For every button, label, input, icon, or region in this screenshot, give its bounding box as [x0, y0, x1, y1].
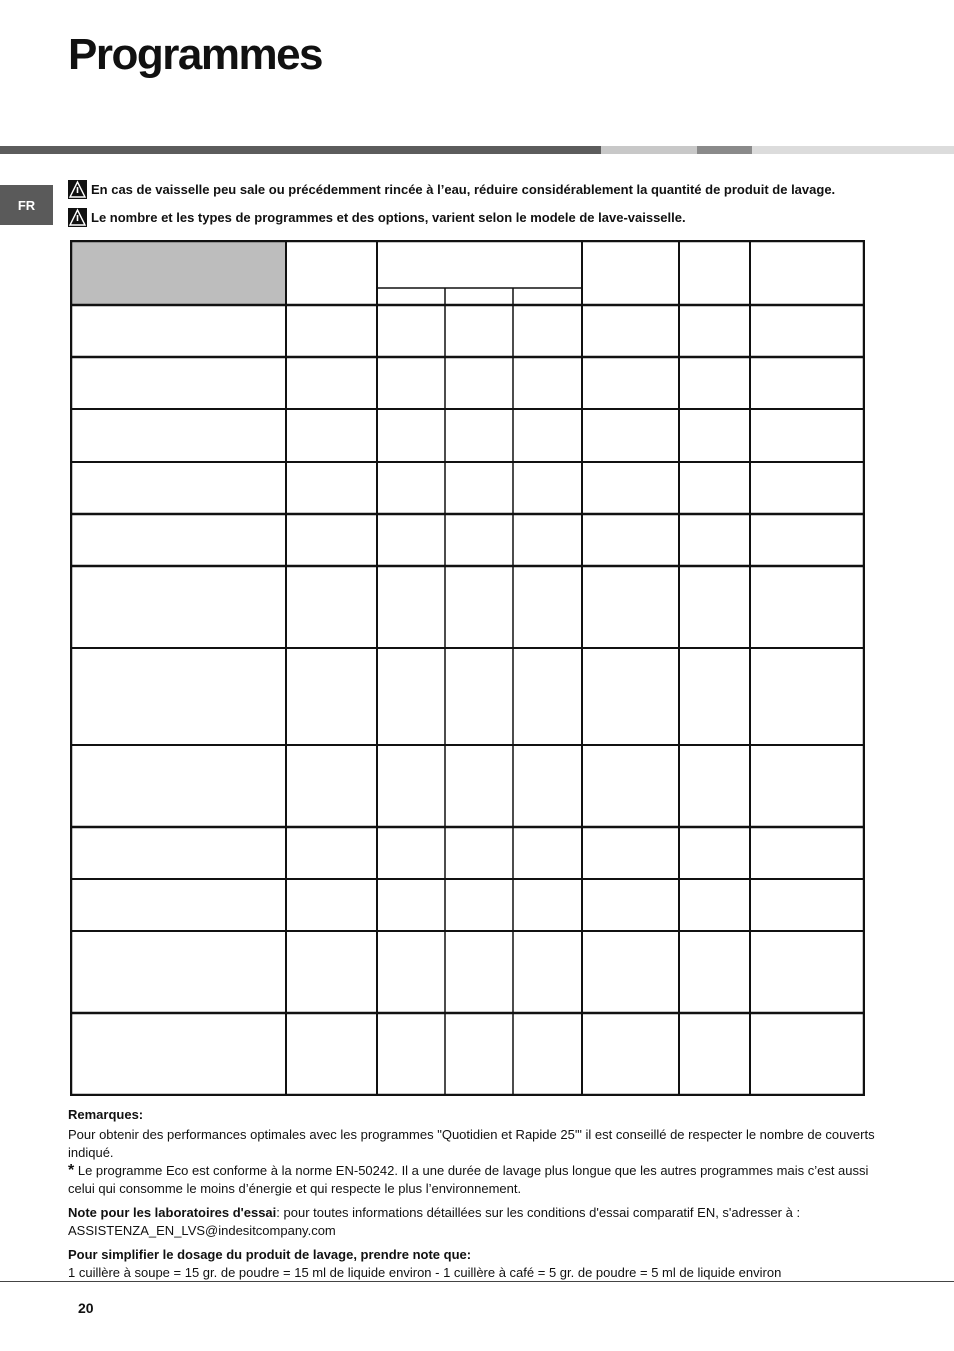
- header-bar-mid: [697, 146, 752, 154]
- header-bar-light: [601, 146, 697, 154]
- dosage-text: 1 cuillère à soupe = 15 gr. de poudre = 15 ml de liquide environ - 1 cuillère à café = 5 gr. de poudre = 5 ml de liquide environ: [68, 1265, 782, 1280]
- asterisk-mark: *: [68, 1162, 75, 1179]
- notes-section: [68, 1106, 888, 1282]
- page-number: 20: [78, 1300, 94, 1316]
- language-tab: FR: [0, 185, 53, 225]
- header-bar-pale: [752, 146, 954, 154]
- notes-heading: Remarques:: [68, 1107, 144, 1122]
- warning-icon: [68, 208, 87, 227]
- lab-note-label: Note pour les laboratoires d'essai: [68, 1205, 277, 1220]
- warning-text-2: Le nombre et les types de programmes et des options, varient selon le modele de lave-vaisselle.: [91, 210, 686, 225]
- warning-icon: [68, 180, 87, 199]
- remark-eco-text: Le programme Eco est conforme à la norme EN-50242. Il a une durée de lavage plus longue que les autres programmes mais c’est aussi celui qui consomme le moins d’énergie et qui respecte le plus l’environnement.: [68, 1163, 869, 1196]
- programmes-table-grid: [70, 240, 865, 1096]
- lab-note-text: : pour toutes informations détaillées sur les conditions d'essai comparatif EN, s'adresser à : ASSISTENZA_EN_LVS@indesitcompany.com: [68, 1205, 801, 1238]
- programmes-table: [70, 240, 865, 1096]
- table-header-cell-shaded: [71, 241, 286, 305]
- footer-divider: [0, 1281, 954, 1282]
- dosage-heading: Pour simplifier le dosage du produit de lavage, prendre note que:: [68, 1247, 472, 1262]
- lab-note: [68, 1204, 888, 1240]
- warning-note-1: [68, 180, 835, 199]
- warning-note-2: [68, 208, 686, 227]
- warning-text-1: En cas de vaisselle peu sale ou précédemment rincée à l’eau, réduire considérablement la quantité de produit de lavage.: [91, 182, 836, 197]
- remark-eco: [68, 1162, 888, 1198]
- remark-quotidien: Pour obtenir des performances optimales avec les programmes "Quotidien et Rapide 25'" il est conseillé de respecter le nombre de couverts indiqué.: [68, 1127, 875, 1160]
- page-title: Programmes: [68, 30, 323, 79]
- header-bar-dark: [0, 146, 601, 154]
